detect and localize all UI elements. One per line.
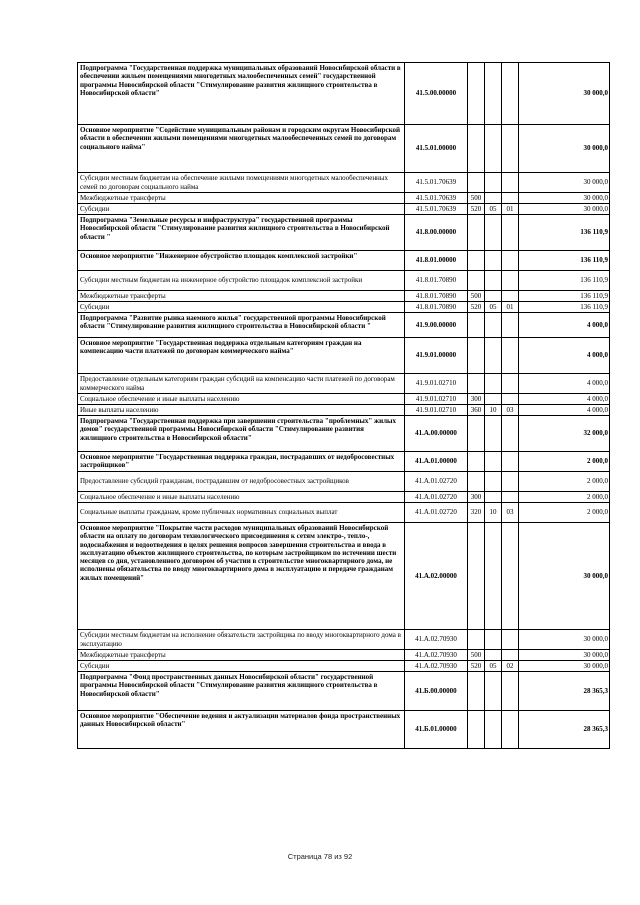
table-row-program [78, 523, 610, 630]
row-section-cell [485, 523, 502, 630]
row-code-cell: 41.5.01.70639 [405, 193, 468, 204]
row-subsection-cell: 03 [502, 405, 519, 416]
row-subsection-cell [502, 173, 519, 193]
table-row-program [78, 313, 610, 338]
row-subsection-cell [502, 215, 519, 251]
budget-table-container [77, 62, 609, 749]
row-amount-cell: 2 000,0 [519, 503, 610, 523]
row-expense-type-cell: 500 [468, 291, 485, 302]
table-row [78, 302, 610, 313]
row-subsection-cell [502, 63, 519, 125]
row-name-cell: Субсидии местным бюджетам на инженерное обустройство площадок комплексной застройки [78, 271, 405, 291]
row-expense-type-cell: 360 [468, 405, 485, 416]
row-subsection-cell [502, 125, 519, 173]
row-subsection-cell [502, 492, 519, 503]
row-section-cell [485, 492, 502, 503]
row-expense-type-cell [468, 472, 485, 492]
row-section-cell [485, 452, 502, 472]
row-name-cell: Основное мероприятие "Инженерное обустройство площадок комплексной застройки" [78, 251, 405, 271]
table-row [78, 650, 610, 661]
row-name-cell: Межбюджетные трансферты [78, 650, 405, 661]
row-name-cell: Предоставление отдельным категориям граждан субсидий на компенсацию части платежей по договорам коммерческого найма [78, 374, 405, 394]
row-subsection-cell [502, 650, 519, 661]
table-row-program [78, 416, 610, 452]
row-expense-type-cell: 300 [468, 394, 485, 405]
row-section-cell [485, 291, 502, 302]
row-code-cell: 41.Б.01.00000 [405, 711, 468, 749]
row-name-cell: Субсидии [78, 302, 405, 313]
row-subsection-cell [502, 472, 519, 492]
table-row [78, 405, 610, 416]
row-section-cell [485, 193, 502, 204]
row-expense-type-cell [468, 711, 485, 749]
row-subsection-cell [502, 630, 519, 650]
table-row [78, 271, 610, 291]
row-section-cell [485, 173, 502, 193]
row-name-cell: Предоставление субсидий гражданам, пострадавшим от недобросовестных застройщиков [78, 472, 405, 492]
row-section-cell [485, 650, 502, 661]
row-amount-cell: 32 000,0 [519, 416, 610, 452]
row-section-cell [485, 271, 502, 291]
row-amount-cell: 4 000,0 [519, 338, 610, 374]
row-expense-type-cell [468, 271, 485, 291]
table-row [78, 394, 610, 405]
row-amount-cell: 2 000,0 [519, 492, 610, 503]
row-name-cell: Основное мероприятие "Государственная поддержка граждан, пострадавших от недобросовестных застройщиков" [78, 452, 405, 472]
row-code-cell: 41.А.01.02720 [405, 492, 468, 503]
table-row [78, 374, 610, 394]
row-section-cell [485, 125, 502, 173]
row-amount-cell: 136 110,9 [519, 291, 610, 302]
row-code-cell: 41.5.01.70639 [405, 204, 468, 215]
row-expense-type-cell [468, 173, 485, 193]
table-row-program [78, 215, 610, 251]
row-name-cell: Основное мероприятие "Содействие муниципальным районам и городским округам Новосибирской области в обеспечении жилыми помещениями многодетных малообеспеченных семей по договорам социального найма" [78, 125, 405, 173]
row-expense-type-cell [468, 215, 485, 251]
row-amount-cell: 30 000,0 [519, 193, 610, 204]
row-code-cell: 41.А.02.70930 [405, 630, 468, 650]
row-amount-cell: 4 000,0 [519, 405, 610, 416]
row-code-cell: 41.9.01.00000 [405, 338, 468, 374]
table-row-program [78, 63, 610, 125]
row-expense-type-cell [468, 630, 485, 650]
table-row-program [78, 452, 610, 472]
row-name-cell: Иные выплаты населению [78, 405, 405, 416]
row-code-cell: 41.8.01.70890 [405, 291, 468, 302]
table-row [78, 661, 610, 672]
row-subsection-cell [502, 394, 519, 405]
row-subsection-cell [502, 523, 519, 630]
row-expense-type-cell [468, 523, 485, 630]
row-name-cell: Основное мероприятие "Покрытие части расходов муниципальных образований Новосибирской области на оплату по договорам технологического присоединения к сетям электро-, тепло-, водоснабжения и водоотведения в целях решения вопросов завершения строительства и ввода в эксплуатацию объектов жилищного строительства, по которым застройщиком по истечении шести месяцев со дня, установленного договором об участии в строительстве многоквартирного дома, не исполнены обязательства по вводу многоквартирного дома в эксплуатацию и передаче гражданам жилых помещений" [78, 523, 405, 630]
page-number: Страница 78 из 92 [287, 852, 353, 861]
row-code-cell: 41.9.01.02710 [405, 405, 468, 416]
table-row [78, 291, 610, 302]
row-amount-cell: 136 110,9 [519, 215, 610, 251]
row-name-cell: Подпрограмма "Земельные ресурсы и инфраструктура" государственной программы Новосибирской области "Стимулирование развития жилищного строительства в Новосибирской области " [78, 215, 405, 251]
row-subsection-cell: 02 [502, 661, 519, 672]
row-amount-cell: 2 000,0 [519, 472, 610, 492]
row-amount-cell: 30 000,0 [519, 630, 610, 650]
table-row-program [78, 672, 610, 711]
row-expense-type-cell [468, 125, 485, 173]
row-amount-cell: 28 365,3 [519, 711, 610, 749]
row-expense-type-cell [468, 63, 485, 125]
row-amount-cell: 30 000,0 [519, 173, 610, 193]
row-subsection-cell [502, 338, 519, 374]
row-name-cell: Социальное обеспечение и иные выплаты населению [78, 492, 405, 503]
row-name-cell: Подпрограмма "Государственная поддержка муниципальных образований Новосибирской области в обеспечении жильем помещениями многодетных малообеспеченных семей" государственной программы Новосибирской области "Стимулирование развития жилищного строительства в Новосибирской области" [78, 63, 405, 125]
row-code-cell: 41.8.01.00000 [405, 251, 468, 271]
table-row [78, 204, 610, 215]
row-subsection-cell [502, 711, 519, 749]
row-section-cell [485, 711, 502, 749]
row-code-cell: 41.А.02.00000 [405, 523, 468, 630]
row-name-cell: Социальные выплаты гражданам, кроме публичных нормативных социальных выплат [78, 503, 405, 523]
row-code-cell: 41.9.01.02710 [405, 394, 468, 405]
row-amount-cell: 30 000,0 [519, 63, 610, 125]
row-name-cell: Межбюджетные трансферты [78, 193, 405, 204]
row-expense-type-cell [468, 672, 485, 711]
table-row-program [78, 251, 610, 271]
row-code-cell: 41.8.00.00000 [405, 215, 468, 251]
row-subsection-cell: 01 [502, 204, 519, 215]
row-amount-cell: 30 000,0 [519, 523, 610, 630]
row-name-cell: Основное мероприятие "Обеспечение ведения и актуализации материалов фонда пространственных данных Новосибирской области" [78, 711, 405, 749]
row-section-cell [485, 313, 502, 338]
row-subsection-cell [502, 193, 519, 204]
table-row [78, 492, 610, 503]
row-subsection-cell [502, 271, 519, 291]
row-name-cell: Подпрограмма "Фонд пространственных данных Новосибирской области" государственной программы Новосибирской области "Стимулирование развития жилищного строительства в Новосибирской области" [78, 672, 405, 711]
table-row-program [78, 338, 610, 374]
budget-table [77, 62, 610, 749]
row-expense-type-cell [468, 374, 485, 394]
row-section-cell [485, 374, 502, 394]
table-row [78, 193, 610, 204]
row-section-cell [485, 63, 502, 125]
row-subsection-cell [502, 291, 519, 302]
row-name-cell: Основное мероприятие "Государственная поддержка отдельным категориям граждан на компенсацию части платежей по договорам коммерческого найма" [78, 338, 405, 374]
row-expense-type-cell: 520 [468, 204, 485, 215]
row-subsection-cell [502, 251, 519, 271]
row-code-cell: 41.9.01.02710 [405, 374, 468, 394]
row-amount-cell: 2 000,0 [519, 452, 610, 472]
row-subsection-cell [502, 672, 519, 711]
row-code-cell: 41.8.01.70890 [405, 302, 468, 313]
row-expense-type-cell [468, 416, 485, 452]
row-amount-cell: 30 000,0 [519, 661, 610, 672]
row-code-cell: 41.Б.00.00000 [405, 672, 468, 711]
row-section-cell [485, 394, 502, 405]
row-section-cell [485, 672, 502, 711]
row-subsection-cell [502, 452, 519, 472]
table-row [78, 472, 610, 492]
row-section-cell [485, 416, 502, 452]
row-name-cell: Субсидии [78, 204, 405, 215]
row-section-cell: 05 [485, 204, 502, 215]
row-expense-type-cell: 300 [468, 492, 485, 503]
table-row [78, 503, 610, 523]
row-expense-type-cell: 520 [468, 661, 485, 672]
row-subsection-cell: 01 [502, 302, 519, 313]
row-name-cell: Субсидии [78, 661, 405, 672]
row-expense-type-cell: 500 [468, 193, 485, 204]
row-name-cell: Подпрограмма "Государственная поддержка при завершении строительства "проблемных" жилых домов" государственной программы Новосибирской области "Стимулирование развития жилищного строительства в Новосибирской области" [78, 416, 405, 452]
budget-table-body [78, 63, 610, 749]
row-amount-cell: 136 110,9 [519, 271, 610, 291]
row-amount-cell: 136 110,9 [519, 302, 610, 313]
row-name-cell: Межбюджетные трансферты [78, 291, 405, 302]
row-section-cell: 05 [485, 661, 502, 672]
row-expense-type-cell: 320 [468, 503, 485, 523]
row-section-cell [485, 472, 502, 492]
row-section-cell [485, 338, 502, 374]
row-expense-type-cell: 500 [468, 650, 485, 661]
table-row-program [78, 125, 610, 173]
row-code-cell: 41.А.02.70930 [405, 661, 468, 672]
row-section-cell [485, 251, 502, 271]
row-code-cell: 41.А.00.00000 [405, 416, 468, 452]
row-code-cell: 41.А.01.00000 [405, 452, 468, 472]
row-name-cell: Подпрограмма "Развитие рынка наемного жилья" государственной программы Новосибирской области "Стимулирование развития жилищного строительства в Новосибирской области " [78, 313, 405, 338]
table-row [78, 630, 610, 650]
row-expense-type-cell [468, 251, 485, 271]
row-amount-cell: 4 000,0 [519, 313, 610, 338]
row-code-cell: 41.А.02.70930 [405, 650, 468, 661]
row-amount-cell: 28 365,3 [519, 672, 610, 711]
row-code-cell: 41.5.00.00000 [405, 63, 468, 125]
row-name-cell: Субсидии местным бюджетам на обеспечение жилыми помещениями многодетных малообеспеченных семей по договорам социального найма [78, 173, 405, 193]
row-name-cell: Субсидии местным бюджетам на исполнение обязательств застройщика по вводу многоквартирного дома в эксплуатацию [78, 630, 405, 650]
row-subsection-cell [502, 313, 519, 338]
row-code-cell: 41.А.01.02720 [405, 472, 468, 492]
row-subsection-cell [502, 416, 519, 452]
row-expense-type-cell: 520 [468, 302, 485, 313]
row-section-cell [485, 215, 502, 251]
row-expense-type-cell [468, 338, 485, 374]
table-row-program [78, 711, 610, 749]
row-subsection-cell: 03 [502, 503, 519, 523]
row-code-cell: 41.5.01.00000 [405, 125, 468, 173]
row-code-cell: 41.5.01.70639 [405, 173, 468, 193]
row-code-cell: 41.9.00.00000 [405, 313, 468, 338]
row-expense-type-cell [468, 313, 485, 338]
row-amount-cell: 30 000,0 [519, 204, 610, 215]
row-expense-type-cell [468, 452, 485, 472]
row-section-cell [485, 630, 502, 650]
row-amount-cell: 30 000,0 [519, 650, 610, 661]
row-code-cell: 41.8.01.70890 [405, 271, 468, 291]
table-row [78, 173, 610, 193]
row-amount-cell: 4 000,0 [519, 394, 610, 405]
row-code-cell: 41.А.01.02720 [405, 503, 468, 523]
row-amount-cell: 30 000,0 [519, 125, 610, 173]
row-amount-cell: 136 110,9 [519, 251, 610, 271]
row-amount-cell: 4 000,0 [519, 374, 610, 394]
row-name-cell: Социальное обеспечение и иные выплаты населению [78, 394, 405, 405]
row-section-cell: 05 [485, 302, 502, 313]
row-subsection-cell [502, 374, 519, 394]
row-section-cell: 10 [485, 503, 502, 523]
row-section-cell: 10 [485, 405, 502, 416]
